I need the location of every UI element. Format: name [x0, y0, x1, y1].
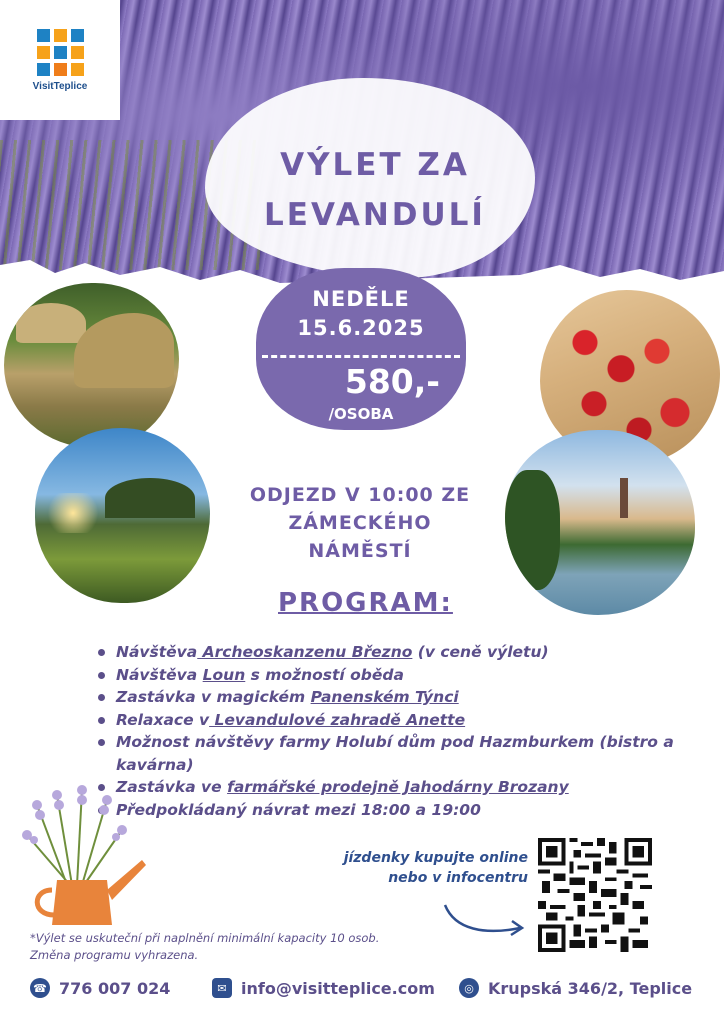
program-item: Možnost návštěvy farmy Holubí dům pod Hazmburkem (bistro a kavárna): [96, 731, 696, 776]
logo-text: VisitTeplice: [32, 81, 88, 92]
program-item: Zastávka ve farmářské prodejně Jahodárny Brozany: [96, 776, 696, 799]
departure-line-3: NÁMĚSTÍ: [308, 540, 412, 562]
archeoskanzen-photo: [4, 283, 179, 448]
program-item: Předpokládaný návrat mezi 18:00 a 19:00: [96, 799, 696, 822]
phone-number: 776 007 024: [59, 978, 171, 998]
dashed-divider: [262, 355, 460, 358]
contact-email[interactable]: [212, 978, 435, 998]
departure-line-2: ZÁMECKÉHO: [288, 512, 432, 534]
title-line-1: VÝLET ZA: [280, 147, 470, 183]
logo-mark-icon: [37, 29, 85, 77]
event-date: [256, 285, 466, 343]
contact-phone[interactable]: [30, 978, 170, 998]
program-link[interactable]: farmářské prodejně Jahodárny Brozany: [227, 778, 569, 796]
program-link[interactable]: Panenském Týnci: [310, 688, 459, 706]
program-link[interactable]: Archeoskanzenu Březno: [197, 643, 413, 661]
program-list: [96, 641, 696, 821]
watering-can-lavender-icon: [12, 775, 162, 930]
tickets-info: [318, 848, 528, 888]
email-address: info@visitteplice.com: [241, 978, 435, 998]
globe-icon: ◎: [459, 978, 479, 998]
footnote-line-1: *Výlet se uskuteční při naplnění minimální kapacity 10 osob.: [30, 931, 380, 945]
program-link[interactable]: Levandulové zahradě Anette: [209, 710, 466, 729]
event-date-value: 15.6.2025: [297, 316, 425, 340]
footnote-line-2: Změna programu vyhrazena.: [30, 948, 199, 962]
program-item: Návštěva Archeoskanzenu Březno (v ceně výletu): [96, 641, 696, 664]
hazmburk-hill-photo: [35, 428, 210, 603]
tickets-line-1: jízdenky kupujte online: [343, 850, 528, 866]
price: 580,-: [344, 362, 440, 401]
event-day: NEDĚLE: [312, 287, 410, 311]
departure-line-1: ODJEZD V 10:00 ZE: [249, 484, 471, 506]
program-item: Relaxace v Levandulové zahradě Anette: [96, 709, 696, 732]
contact-address[interactable]: [459, 978, 692, 998]
louny-town-photo: [505, 430, 695, 615]
qr-code[interactable]: [538, 838, 652, 952]
title-line-2: LEVANDULÍ: [264, 197, 486, 233]
price-per-person: /OSOBA: [328, 405, 394, 423]
program-heading: PROGRAM:: [278, 588, 453, 618]
program-item: Návštěva Loun s možností oběda: [96, 664, 696, 687]
program-link[interactable]: Loun: [202, 665, 246, 684]
visitteplice-logo[interactable]: [0, 0, 120, 120]
footnote: [30, 930, 510, 964]
departure-info: [225, 481, 495, 565]
mail-icon: ✉: [212, 978, 232, 998]
page-title: [210, 140, 540, 240]
address: Krupská 346/2, Teplice: [488, 978, 693, 998]
tickets-line-2: nebo v infocentru: [388, 870, 528, 886]
phone-icon: ☎: [30, 978, 50, 998]
program-item: Zastávka v magickém Panenském Týnci: [96, 686, 696, 709]
